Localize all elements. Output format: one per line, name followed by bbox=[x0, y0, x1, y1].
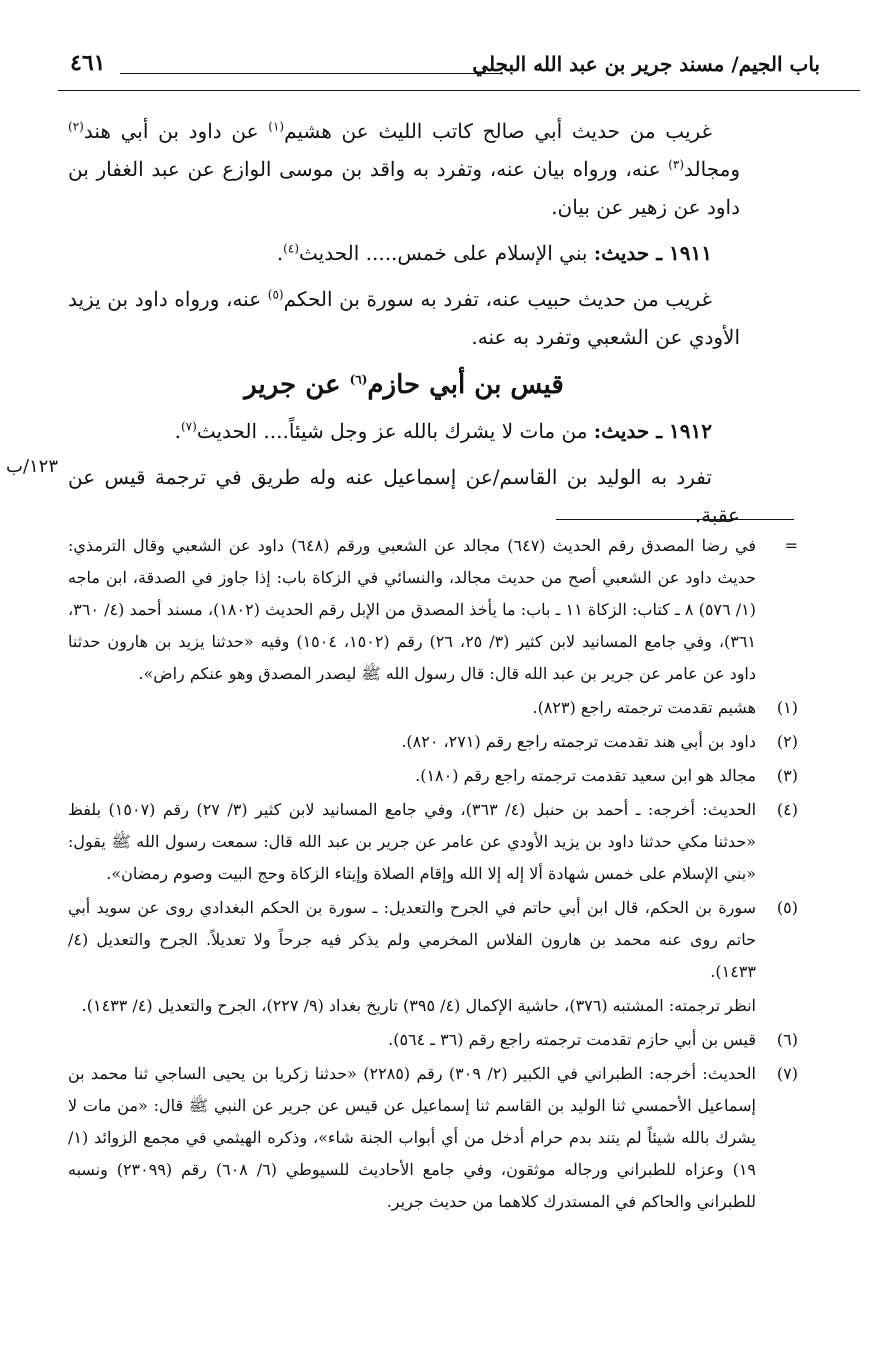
paragraph-3: تفرد به الوليد بن القاسم/عن إسماعيل عنه وله طريق في ترجمة قيس عن عقبة. bbox=[68, 465, 740, 527]
footnote-ref: (١) bbox=[268, 119, 285, 134]
footnote-item: (٣) مجالد هو ابن سعيد تقدمت ترجمته راجع رقم (١٨٠). bbox=[415, 766, 798, 785]
running-title: باب الجيم/ مسند جرير بن عبد الله البجلي bbox=[472, 52, 820, 76]
footnote-ref: (٢) bbox=[68, 119, 84, 134]
footnote-item: (٦) قيس بن أبي حازم تقدمت ترجمته راجع رقم (٣٦ ـ ٥٦٤). bbox=[388, 1030, 798, 1049]
header-rule bbox=[120, 73, 502, 74]
footnote-item: (٧) الحديث: أخرجه: الطبراني في الكبير (٢/ ٣٠٩) رقم (٢٢٨٥) «حدثنا زكريا بن يحيى الساجي ثنا محمد بن إسماعيل الأحمسي ثنا الوليد بن القاسم ثنا إسماعيل عن قيس عن جرير عن النبي ﷺ قال: «من مات لا يشرك بالله شيئاً لم يتند بدم حرام أدخل من أي أبواب الجنة شاء»، وذكره الهيثمي في مجمع الزوائد (١/ ١٩) وعزاه للطبراني ورجاله موثقون، وفي جامع الأحاديث للسيوطي (٦/ ٦٠٨) رقم (٢٣٠٩٩) ونسبه للطبراني والحاكم في المستدرك كلاهما من حديث جرير. bbox=[68, 1064, 798, 1211]
footnote-separator bbox=[556, 519, 794, 520]
footnote-subparagraph: انظر ترجمته: المشتبه (٣٧٦)، حاشية الإكمال (٤/ ٣٩٥) تاريخ بغداد (٩/ ٢٢٧)، الجرح والتعديل (٤/ ١٤٣٣). bbox=[81, 996, 756, 1015]
paragraph-1: غريب من حديث أبي صالح كاتب الليث عن هشيم$^{(١)}$ عن داود بن أبي هند$^{(٢)}$ ومجالد$^{(٣)}$ عنه، ورواه بيان عنه، وتفرد به واقد بن موسى الوازع عن عبد الغفار بن داود عن زهير عن بيان. bbox=[68, 119, 740, 219]
footnotes bbox=[68, 530, 798, 1220]
footnote-ref: (٣) bbox=[668, 157, 685, 172]
footnote-ref: (٤) bbox=[283, 241, 299, 256]
paragraph-2: غريب من حديث حبيب عنه، تفرد به سورة بن الحكم$^{(٥)}$ عنه، ورواه داود بن يزيد الأودي عن الشعبي وتفرد به عنه. bbox=[68, 287, 740, 349]
footnote-ref: (٥) bbox=[267, 287, 284, 302]
header-underline bbox=[58, 90, 860, 91]
hadith-number: ١٩١١ ـ حديث: bbox=[593, 241, 712, 265]
footnote-item: (٤) الحديث: أخرجه: ـ أحمد بن حنبل (٤/ ٣٦٣)، وفي جامع المسانيد لابن كثير (٣/ ٢٧) رقم (١٥٠٧) بلفظ «حدثنا مكي حدثنا داود بن يزيد الأودي عن عامر عن جرير بن عبد الله قال: سمعت رسول الله ﷺ يقول: «بني الإسلام على خمس شهادة ألا إله إلا الله وإقام الصلاة وإيتاء الزكاة وحج البيت وصوم رمضان». bbox=[68, 800, 798, 883]
manuscript-folio-note: ١٢٣/ب bbox=[6, 456, 59, 477]
footnote-continuation: = في رضا المصدق رقم الحديث (٦٤٧) مجالد عن الشعبي ورقم (٦٤٨) داود عن الشعبي وقال الترمذي: حديث داود عن الشعبي أصح من حديث مجالد، والنسائي في الزكاة باب: إذا جاوز في الصدقة، ابن ماجه (١/ ٥٧٦) ٨ ـ كتاب: الزكاة ١١ ـ باب: ما يأخذ المصدق من الإبل رقم الحديث (١٨٠٢)، مسند أحمد (٤/ ٣٦٠، ٣٦١)، وفي جامع المسانيد لابن كثير (٣/ ٢٥، ٢٦) رقم (١٥٠٢، ١٥٠٤) وفيه «حدثنا يزيد بن هارون حدثنا داود عن عامر عن جرير بن عبد الله قال: قال رسول الله ﷺ ليصدر المصدق وهو عنكم راض». bbox=[68, 536, 798, 683]
footnote-ref: (٧) bbox=[180, 419, 197, 434]
footnote-ref: (٦) bbox=[349, 372, 368, 387]
section-heading: قيس بن أبي حازم$^{(٦)}$ عن جرير bbox=[244, 370, 564, 400]
hadith-1912: ١٩١٢ ـ حديث: من مات لا يشرك بالله عز وجل شيئاً.... الحديث$^{(٧)}$. bbox=[174, 419, 712, 443]
main-text bbox=[68, 112, 740, 542]
footnote-item: (١) هشيم تقدمت ترجمته راجع (٨٢٣). bbox=[532, 698, 798, 717]
hadith-1911: ١٩١١ ـ حديث: بني الإسلام على خمس..... الحديث$^{(٤)}$. bbox=[276, 241, 712, 265]
page-header bbox=[58, 42, 820, 90]
footnote-item: (٢) داود بن أبي هند تقدمت ترجمته راجع رقم (٢٧١، ٨٢٠). bbox=[401, 732, 798, 751]
page-number: ٤٦١ bbox=[70, 50, 106, 76]
footnote-item: (٥) سورة بن الحكم، قال ابن أبي حاتم في الجرح والتعديل: ـ سورة بن الحكم البغدادي روى عن سويد أبي حاتم روى عنه محمد بن هارون الفلاس المخرمي ولم يذكر فيه جرحاً ولا تعديلاً. الجرح والتعديل (٤/ ١٤٣٣). bbox=[68, 898, 798, 981]
hadith-number: ١٩١٢ ـ حديث: bbox=[593, 419, 712, 443]
